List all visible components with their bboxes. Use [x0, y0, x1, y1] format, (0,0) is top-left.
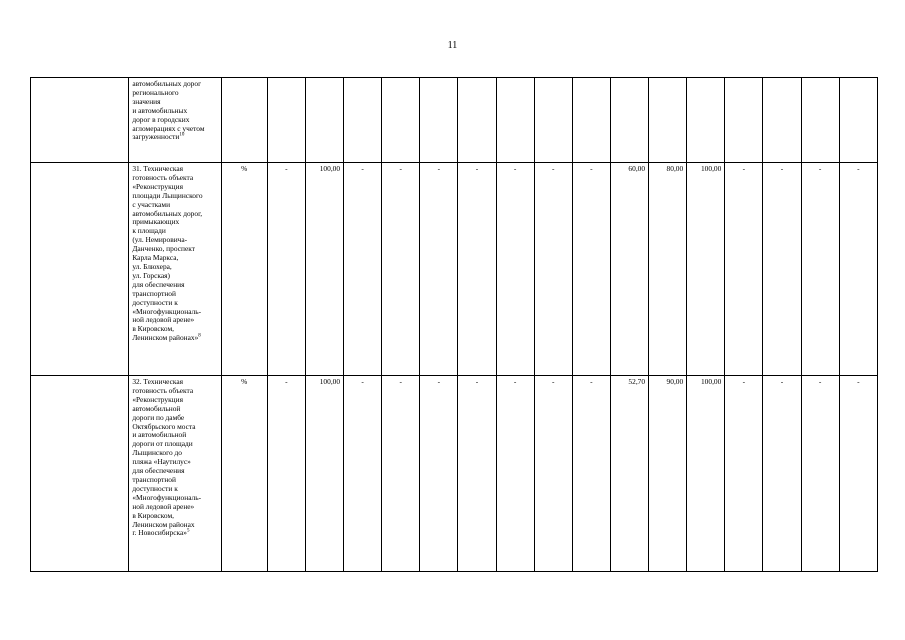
value-cell: - [496, 163, 534, 376]
indicator-name-line: Карла Маркса, [132, 253, 179, 263]
value-cell [496, 78, 534, 163]
value-cell: 90,00 [649, 376, 687, 572]
indicator-name-line: дороги по дамбе [132, 412, 185, 422]
value-cell: 100,00 [687, 376, 725, 572]
indicator-name-line: «Многофункциональ- [132, 492, 202, 502]
indicator-name-line: доступности к [132, 297, 178, 307]
table-row [31, 163, 878, 376]
indicator-name-line: Ленинском районах» [132, 333, 199, 343]
value-cell [649, 78, 687, 163]
value-cell: - [458, 163, 496, 376]
indicator-name-line: 31. Техническая [132, 164, 184, 173]
indicator-name-line: автомобильных дорог, [132, 208, 203, 218]
indicator-name-line: с участками [132, 199, 171, 209]
indicator-name-line: готовность объекта [132, 172, 194, 182]
indicator-name-cell [129, 163, 221, 376]
indicator-name-line: значения [132, 96, 161, 106]
value-cell [687, 78, 725, 163]
indicator-name-line: ной ледовой арене» [132, 315, 195, 325]
indicator-name-line: к площади [132, 226, 166, 236]
value-cell [763, 78, 801, 163]
value-cell: - [801, 163, 839, 376]
indicator-name-line: 32. Техническая [132, 377, 184, 386]
value-cell: - [496, 376, 534, 572]
value-cell: - [763, 163, 801, 376]
table-row [31, 78, 878, 163]
value-cell: - [725, 376, 763, 572]
indicator-name-line: для обеспечения [132, 279, 185, 289]
value-cell: - [420, 376, 458, 572]
indicator-name-line: «Реконструкция [132, 181, 183, 191]
value-cell: 80,00 [649, 163, 687, 376]
value-cell: 100,00 [305, 163, 343, 376]
indicator-name-line: «Реконструкция [132, 394, 183, 404]
value-cell: 100,00 [687, 163, 725, 376]
indicator-name-line: в Кировском, [132, 510, 174, 520]
footnote-mark: 5 [186, 528, 190, 534]
indicator-name-line: ул. Горская) [132, 270, 171, 280]
indicator-name-line: пляжа «Наутилус» [132, 457, 191, 467]
indicator-name-line: готовность объекта [132, 385, 194, 395]
value-cell [725, 78, 763, 163]
indicator-name-line: ной ледовой арене» [132, 501, 195, 511]
value-cell [534, 78, 572, 163]
value-cell: - [534, 163, 572, 376]
indicator-name-line: доступности к [132, 483, 178, 493]
blank-cell [31, 78, 129, 163]
indicator-name-cell [129, 78, 221, 163]
indicator-name-line: Октябрьского моста [132, 421, 196, 431]
blank-cell [31, 163, 129, 376]
indicator-name-cell [129, 376, 221, 572]
indicator-name-line: примыкающих [132, 217, 180, 227]
footnote-mark: 10 [179, 132, 185, 138]
indicator-table [30, 77, 878, 572]
value-cell: - [420, 163, 458, 376]
value-cell: - [344, 163, 382, 376]
indicator-name-line: дороги от площади [132, 439, 193, 449]
indicator-name-line: и автомобильной [132, 430, 187, 440]
indicator-name-line: в Кировском, [132, 324, 174, 334]
value-cell: - [267, 163, 305, 376]
value-cell: 100,00 [305, 376, 343, 572]
value-cell: - [382, 163, 420, 376]
indicator-name-line: автомобильной [132, 403, 181, 413]
value-cell: - [534, 376, 572, 572]
indicator-name-line: Лыщинского до [132, 448, 182, 458]
value-cell [382, 78, 420, 163]
value-cell [572, 78, 610, 163]
value-cell: 60,00 [610, 163, 648, 376]
value-cell [458, 78, 496, 163]
value-cell [267, 78, 305, 163]
indicator-name-line: и автомобильных [132, 105, 188, 115]
value-cell: - [344, 376, 382, 572]
unit-cell: % [221, 163, 267, 376]
value-cell: - [839, 163, 877, 376]
indicator-name-line: г. Новосибирска» [132, 528, 187, 538]
table-row [31, 376, 878, 572]
value-cell: - [801, 376, 839, 572]
value-cell: - [839, 376, 877, 572]
value-cell: - [267, 376, 305, 572]
indicator-name-line: Ленинском районах [132, 519, 195, 529]
indicator-name-line: регионального [132, 87, 179, 97]
indicator-name-line: для обеспечения [132, 466, 185, 476]
indicator-name-line: транспортной [132, 288, 176, 298]
indicator-name-line: ул. Блюхера, [132, 261, 172, 271]
value-cell: - [572, 376, 610, 572]
indicator-name-line: транспортной [132, 474, 176, 484]
unit-cell [221, 78, 267, 163]
indicator-name-line: агломерациях с учетом [132, 123, 205, 133]
indicator-name-line: (ул. Немировича- [132, 235, 188, 245]
value-cell [801, 78, 839, 163]
page-number: 11 [447, 40, 458, 51]
value-cell: - [725, 163, 763, 376]
blank-cell [31, 376, 129, 572]
value-cell: 52,70 [610, 376, 648, 572]
indicator-name-line: «Многофункциональ- [132, 306, 202, 316]
indicator-name-line: загруженности [132, 132, 180, 142]
value-cell: - [458, 376, 496, 572]
indicator-name-line: дорог в городских [132, 114, 190, 124]
value-cell: - [382, 376, 420, 572]
value-cell [839, 78, 877, 163]
table-body [31, 78, 878, 572]
indicator-name-line: площади Лыщинского [132, 190, 203, 200]
value-cell: - [763, 376, 801, 572]
value-cell [610, 78, 648, 163]
footnote-mark: 8 [198, 333, 201, 339]
unit-cell: % [221, 376, 267, 572]
value-cell: - [572, 163, 610, 376]
value-cell [305, 78, 343, 163]
indicator-name-line: автомобильных дорог [132, 79, 202, 88]
value-cell [344, 78, 382, 163]
value-cell [420, 78, 458, 163]
indicator-name-line: Данченко, проспект [132, 244, 195, 254]
